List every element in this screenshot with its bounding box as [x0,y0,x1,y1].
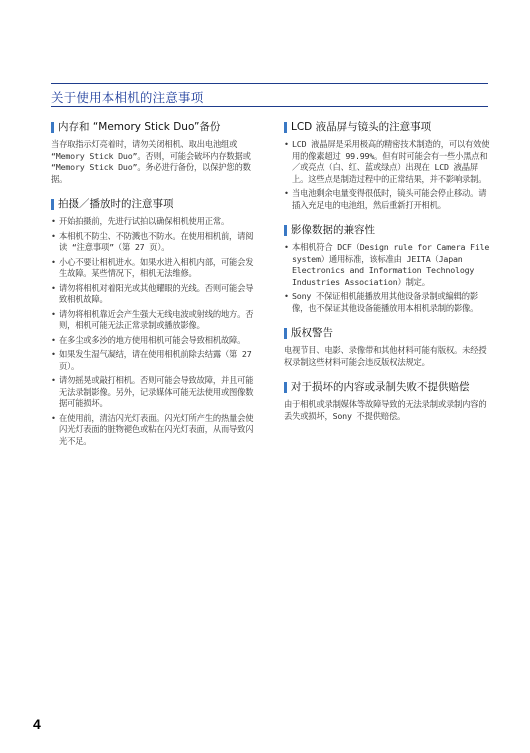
section-heading-text: 影像数据的兼容性 [291,224,375,236]
section-heading [284,326,490,340]
section-shooting-playback [51,197,259,447]
list-item: • 在多尘或多沙的地方使用相机可能会导致相机故障。 [51,335,259,347]
section-heading [284,120,490,134]
list-item: • 请勿摇晃或敲打相机。否则可能会导致故障，并且可能无法录制影像。另外，记录媒体可能无法使用或图像数据可能损坏。 [51,375,259,410]
right-column [284,120,490,434]
section-marker-icon [284,225,287,236]
section-heading [51,120,259,134]
section-marker-icon [51,199,54,210]
section-heading [51,197,259,211]
list-item: • 如果发生湿气凝结，请在使用相机前除去结露（第 27 页）。 [51,349,259,372]
list-item: • 开始拍摄前，先进行试拍以确保相机使用正常。 [51,216,259,228]
section-heading-text: 拍摄／播放时的注意事项 [58,198,174,210]
bullet-list [284,242,490,314]
section-heading-text: 对于损坏的内容或录制失败不提供赔偿 [291,381,470,393]
list-item: • Sony 不保证相机能播放用其他设备录制或编辑的影像，也不保证其他设备能播放用本相机录制的影像。 [284,291,490,314]
section-heading-text: 版权警告 [291,327,333,339]
left-column [51,120,259,459]
section-marker-icon [284,122,287,133]
list-item: • LCD 液晶屏是采用极高的精密技术制造的，可以有效使用的像素超过 99.99%。但有时可能会有一些小黑点和／或亮点（白、红、蓝或绿点）出现在 LCD 液晶屏上。这些点是制造过程中的正常结果，并不影响录制。 [284,139,490,185]
section-heading [284,223,490,237]
section-paragraph: 电视节目、电影、录像带和其他材料可能有版权。未经授权录制这些材料可能会违反版权法规定。 [284,345,487,367]
list-item: • 本相机不防尘、不防溅也不防水。在使用相机前，请阅读 “注意事项”（第 27 页）。 [51,231,259,254]
list-item: • 小心不要让相机进水。如果水进入相机内部，可能会发生故障。某些情况下，相机无法维修。 [51,257,259,280]
section-heading-text: 内存和 “Memory Stick Duo”备份 [58,121,221,133]
list-item: • 本相机符合 DCF（Design rule for Camera File system）通用标准，该标准由 JEITA（Japan Electronics and Information Technology Industries Association）制定。 [284,242,490,288]
section-paragraph: 由于相机或录制媒体等故障导致的无法录制或录制内容的丢失或损坏，Sony 不提供赔偿。 [284,399,487,421]
page-number: 4 [33,716,41,732]
section-lcd-lens [284,120,490,211]
bullet-list [284,139,490,211]
section-image-compatibility [284,223,490,314]
section-marker-icon [51,122,54,133]
list-item: • 在使用前，清洁闪光灯表面。闪光灯所产生的热量会使闪光灯表面的脏物褪色或粘在闪光灯表面，从而导致闪光不足。 [51,413,259,448]
bullet-list [51,216,259,447]
section-heading-text: LCD 液晶屏与镜头的注意事项 [291,121,432,133]
section-no-compensation [284,380,490,422]
title-rule [51,106,488,107]
list-item: • 请勿将相机对着阳光或其他耀眼的光线。否则可能会导致相机故障。 [51,283,259,306]
section-paragraph: 当存取指示灯亮着时，请勿关闭相机、取出电池组或 “Memory Stick Duo”。否则，可能会破坏内存数据或 “Memory Stick Duo”。务必进行备份，以保护您的数据。 [51,139,251,184]
section-marker-icon [284,382,287,393]
section-copyright-warning [284,326,490,368]
list-item: • 当电池剩余电量变得很低时，镜头可能会停止移动。请插入充足电的电池组，然后重新打开相机。 [284,188,490,211]
top-rule [51,83,488,84]
section-memory-backup [51,120,259,185]
list-item: • 请勿将相机靠近会产生强大无线电波或射线的地方。否则，相机可能无法正常录制或播放影像。 [51,309,259,332]
page-title: 关于使用本相机的注意事项 [51,90,204,105]
section-heading [284,380,490,394]
section-marker-icon [284,328,287,339]
